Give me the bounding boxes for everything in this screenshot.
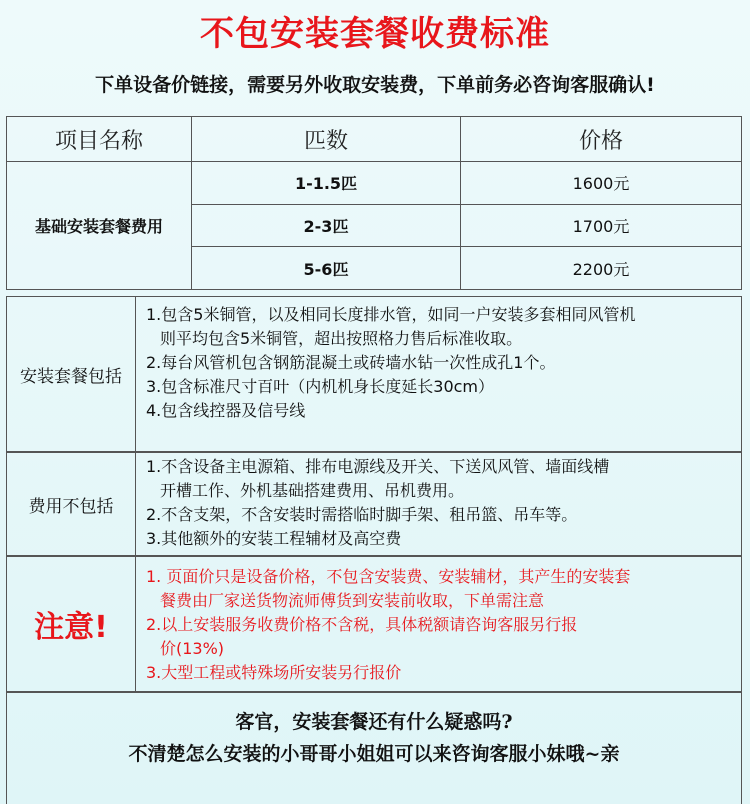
item-name-cell: 基础安装套餐费用 xyxy=(7,162,192,290)
included-line: 3.包含标准尺寸百叶（内机机身长度延长30cm） xyxy=(146,377,495,396)
excluded-line: 1.不含设备主电源箱、排布电源线及开关、下送风风管、墙面线槽 xyxy=(146,457,610,476)
notice-line: 价(13%) xyxy=(160,639,225,658)
price-cell: 1600元 xyxy=(461,162,742,205)
excluded-section xyxy=(6,452,742,556)
included-section xyxy=(6,296,742,452)
included-line: 4.包含线控器及信号线 xyxy=(146,401,306,420)
notice-line: 3.大型工程或特殊场所安装另行报价 xyxy=(146,663,402,682)
page-title: 不包安装套餐收费标准 xyxy=(200,14,550,54)
header-hp: 匹数 xyxy=(192,117,461,162)
included-line: 1.包含5米铜管，以及相同长度排水管，如同一户安装多套相同风管机 xyxy=(146,305,636,324)
page-subtitle: 下单设备价链接，需要另外收取安装费，下单前务必咨询客服确认! xyxy=(95,74,655,96)
notice-line: 餐费由厂家送货物流师傅货到安装前收取，下单需注意 xyxy=(160,591,545,610)
included-label: 安装套餐包括 xyxy=(7,297,136,451)
notice-line: 1. 页面价只是设备价格，不包含安装费、安装辅材，其产生的安装套 xyxy=(146,567,631,586)
included-line: 2.每台风管机包含钢筋混凝土或砖墙水钻一次性成孔1个。 xyxy=(146,353,556,372)
excluded-label: 费用不包括 xyxy=(7,453,136,555)
hp-cell: 5-6匹 xyxy=(192,247,461,290)
package-price-table xyxy=(6,116,742,290)
footer-line-2: 不清楚怎么安装的小哥哥小姐姐可以来咨询客服小妹哦~亲 xyxy=(128,743,620,765)
notice-line: 2.以上安装服务收费价格不含税，具体税额请咨询客服另行报 xyxy=(146,615,578,634)
excluded-line: 3.其他额外的安装工程辅材及高空费 xyxy=(146,529,402,548)
hp-cell: 2-3匹 xyxy=(192,204,461,247)
excluded-line: 2.不含支架，不含安装时需搭临时脚手架、租吊篮、吊车等。 xyxy=(146,505,578,524)
header-item-name: 项目名称 xyxy=(7,117,192,162)
excluded-body xyxy=(142,453,741,551)
price-cell: 1700元 xyxy=(461,204,742,247)
price-cell: 2200元 xyxy=(461,247,742,290)
excluded-line: 开槽工作、外机基础搭建费用、吊机费用。 xyxy=(160,481,465,500)
notice-section xyxy=(6,556,742,692)
included-body xyxy=(142,297,741,423)
notice-body xyxy=(142,557,741,685)
hp-cell: 1-1.5匹 xyxy=(192,162,461,205)
footer xyxy=(6,692,742,804)
notice-label: 注意! xyxy=(7,557,136,691)
header-price: 价格 xyxy=(461,117,742,162)
table-header-row xyxy=(7,117,742,162)
included-line: 则平均包含5米铜管，超出按照格力售后标准收取。 xyxy=(160,329,523,348)
table-row xyxy=(7,162,742,205)
footer-line-1: 客官，安装套餐还有什么疑惑吗? xyxy=(235,711,513,733)
